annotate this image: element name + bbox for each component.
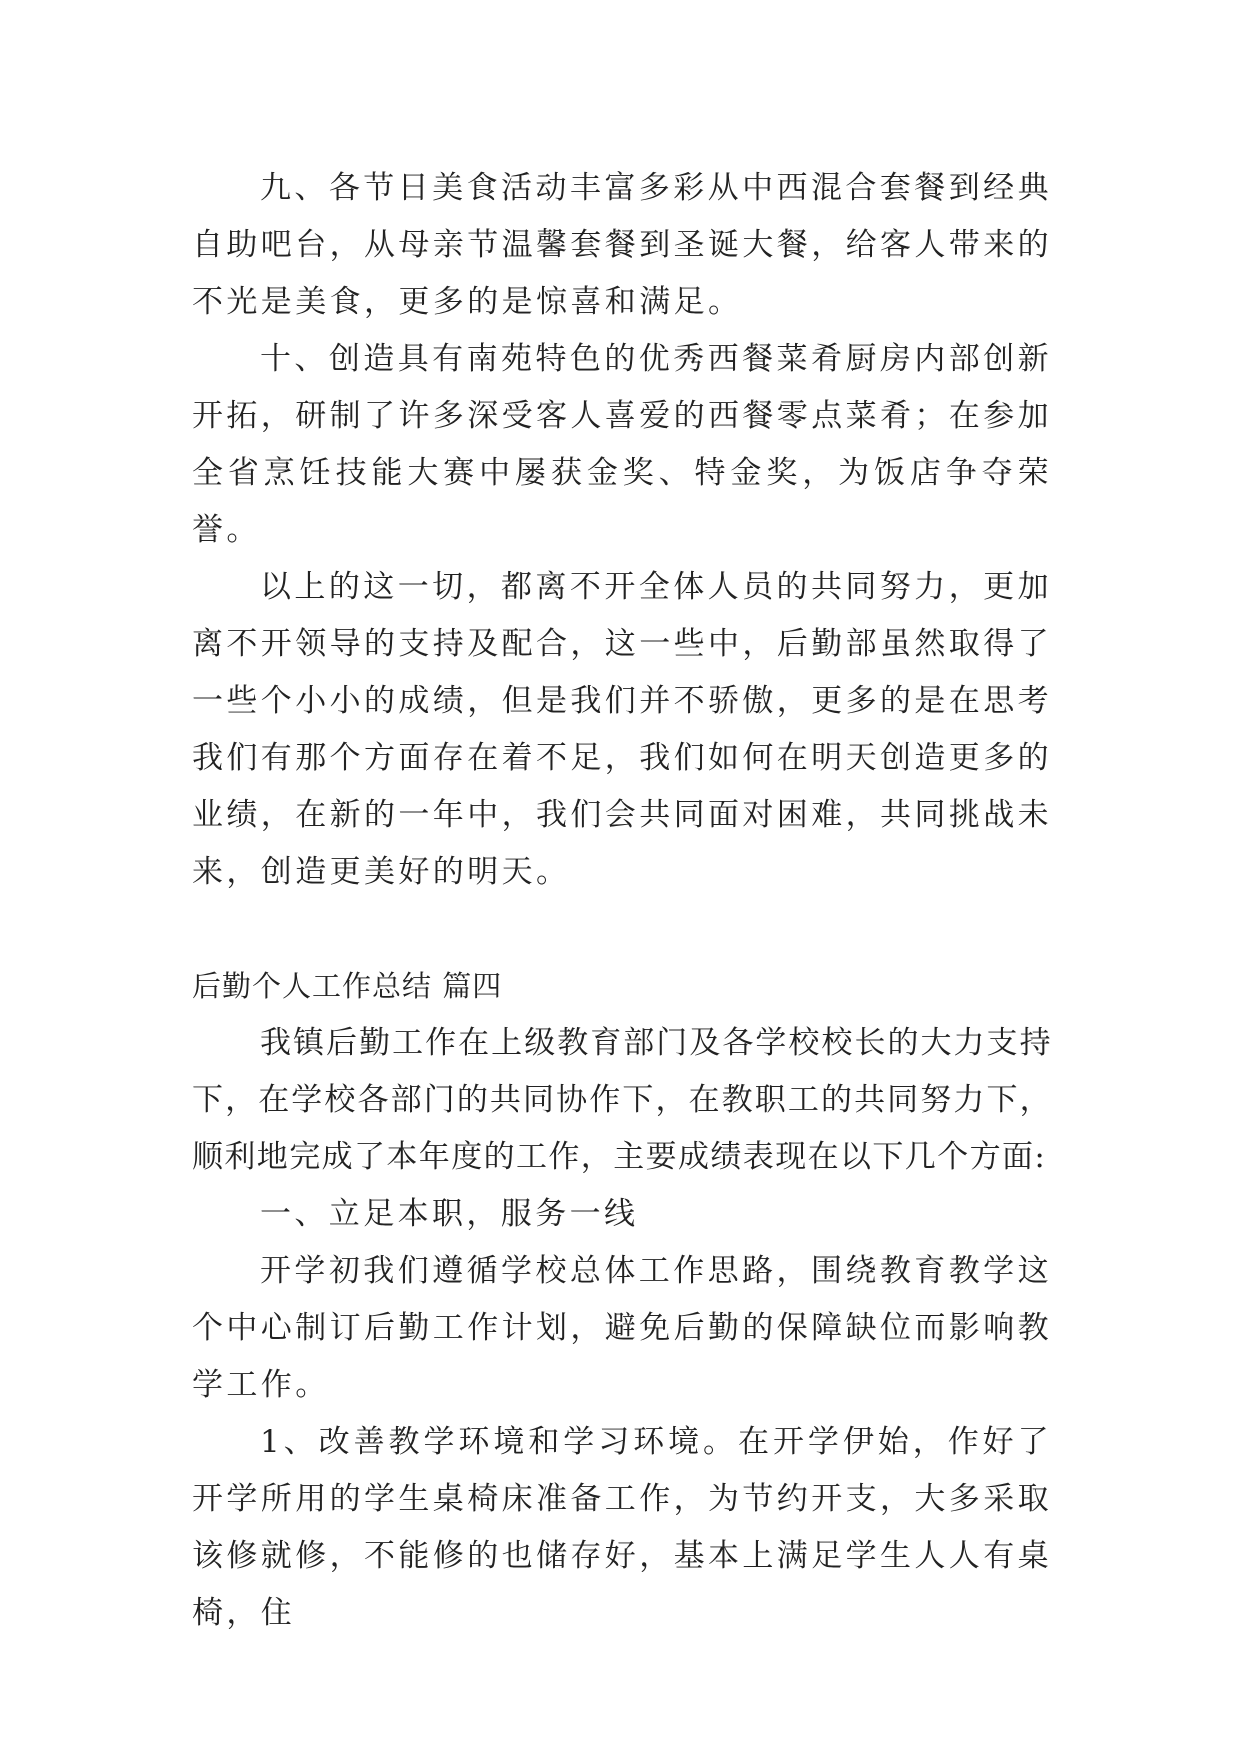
paragraph-ten: 十、创造具有南苑特色的优秀西餐菜肴厨房内部创新开拓，研制了许多深受客人喜爱的西餐零点菜肴；在参加全省烹饪技能大赛中屡获金奖、特金奖，为饭店争夺荣誉。 bbox=[192, 341, 1052, 548]
document-body bbox=[192, 160, 1052, 1642]
paragraph-nine: 九、各节日美食活动丰富多彩从中西混合套餐到经典自助吧台，从母亲节温馨套餐到圣诞大餐，给客人带来的不光是美食，更多的是惊喜和满足。 bbox=[192, 170, 1052, 320]
paragraph-intro: 我镇后勤工作在上级教育部门及各学校校长的大力支持下，在学校各部门的共同协作下，在教职工的共同努力下，顺利地完成了本年度的工作，主要成绩表现在以下几个方面: bbox=[192, 1025, 1052, 1175]
subheading-one: 一、立足本职，服务一线 bbox=[260, 1196, 639, 1232]
paragraph-plan: 开学初我们遵循学校总体工作思路，围绕教育教学这个中心制订后勤工作计划，避免后勤的保障缺位而影响教学工作。 bbox=[192, 1253, 1052, 1403]
section-heading: 后勤个人工作总结 篇四 bbox=[192, 969, 503, 1003]
paragraph-summary: 以上的这一切，都离不开全体人员的共同努力，更加离不开领导的支持及配合，这一些中，后勤部虽然取得了一些个小小的成绩，但是我们并不骄傲，更多的是在思考我们有那个方面存在着不足，我们如何在明天创造更多的业绩，在新的一年中，我们会共同面对困难，共同挑战未来，创造更美好的明天。 bbox=[192, 569, 1052, 890]
paragraph-item-one: 1、改善教学环境和学习环境。在开学伊始，作好了开学所用的学生桌椅床准备工作，为节约开支，大多采取该修就修，不能修的也储存好，基本上满足学生人人有桌椅，住 bbox=[192, 1424, 1052, 1631]
